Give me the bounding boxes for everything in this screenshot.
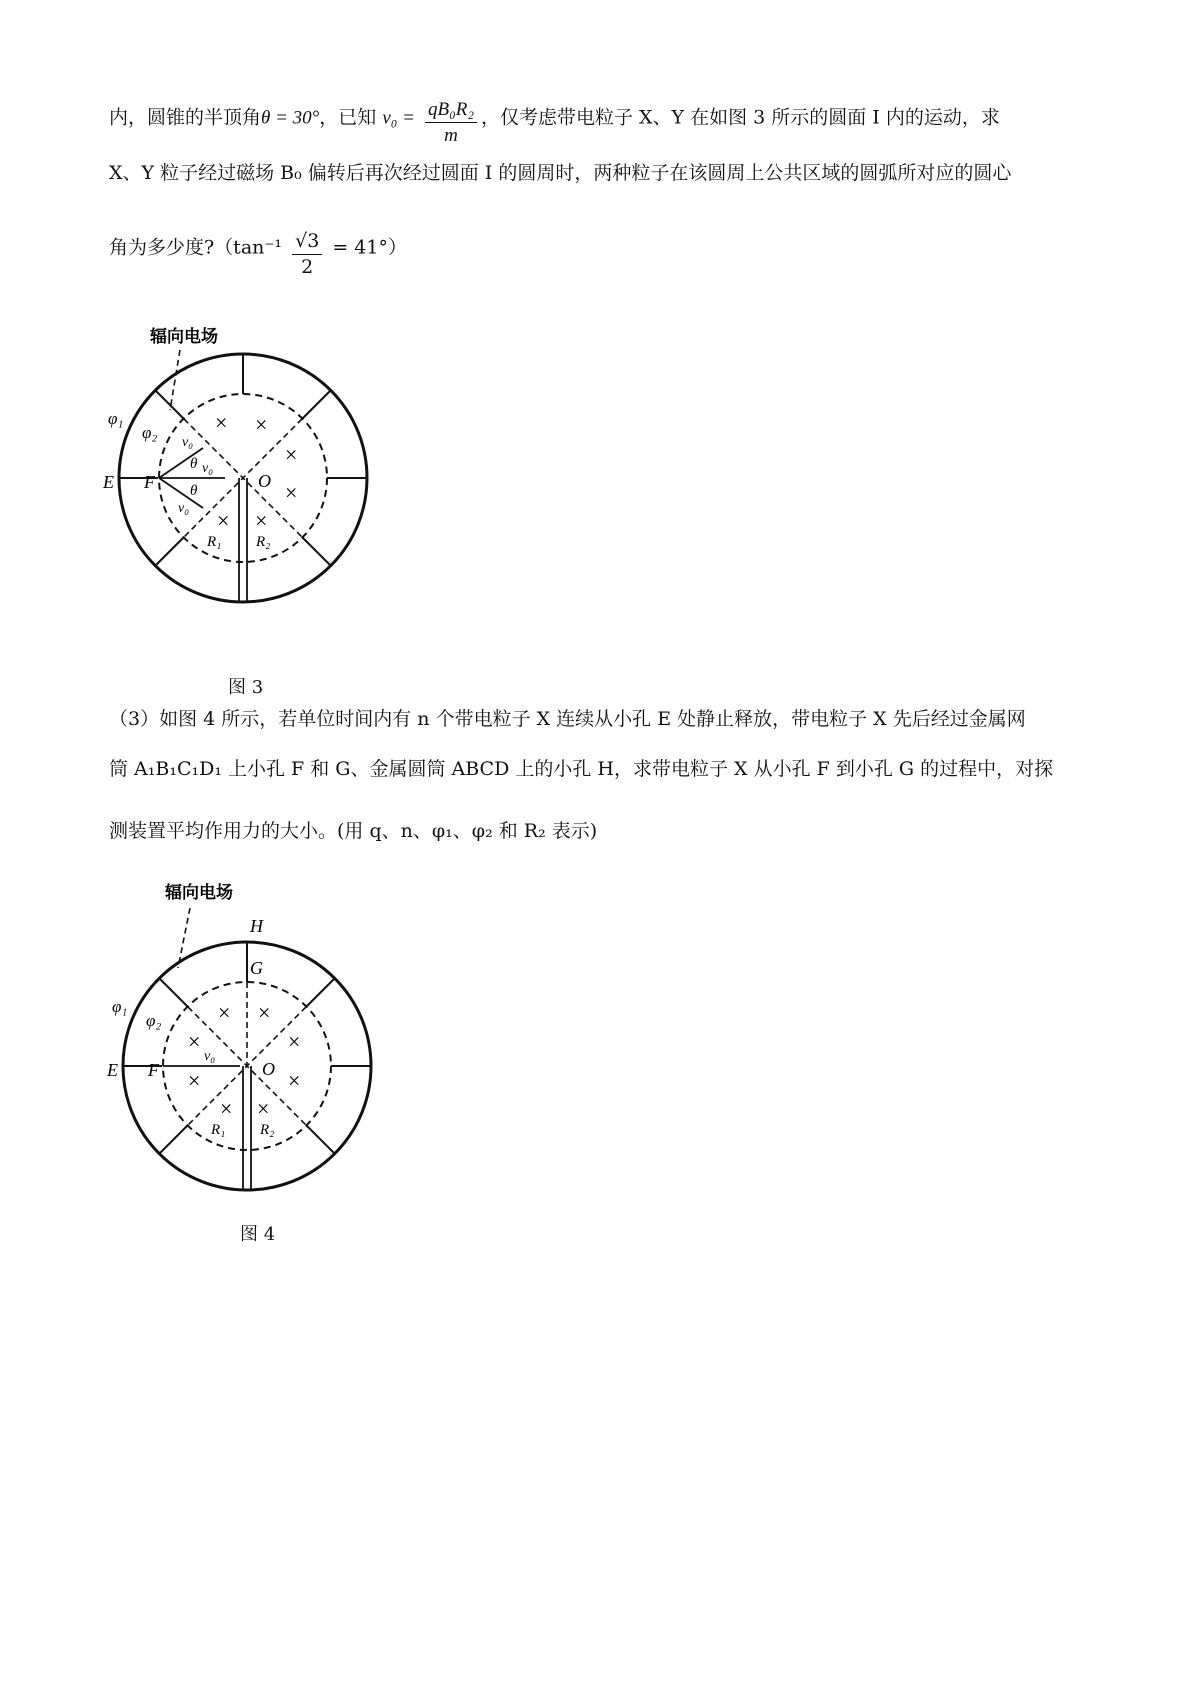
fig4-cross: ×	[188, 1068, 201, 1093]
fig4-phi2-label: φ₂	[146, 1011, 162, 1030]
fig4-cross: ×	[188, 1029, 201, 1054]
fig3-cross: ×	[285, 442, 298, 467]
v0-denominator: m	[444, 125, 458, 146]
fig3-cross: ×	[217, 508, 230, 533]
fig4-cross: ×	[258, 1000, 271, 1025]
fig4-cross: ×	[218, 1000, 231, 1025]
fig4-cross: ×	[288, 1068, 301, 1093]
fig4-v0-label: v₀	[204, 1049, 216, 1064]
figure-3-diagram	[100, 320, 410, 650]
fig3-R1-label: R₁	[207, 534, 222, 550]
tan-numerator: √3	[292, 232, 322, 255]
para1-tan-text: 角为多少度?（tan⁻¹	[109, 236, 283, 259]
theta-equation: θ = 30°	[261, 107, 320, 129]
fig4-title: 辐向电场	[165, 883, 233, 902]
fig3-magnetic-field-crosses	[215, 410, 297, 533]
fig4-E-label: E	[107, 1060, 118, 1080]
fig3-R2-label: R₂	[256, 534, 271, 550]
para2-line3: 测装置平均作用力的大小。(用 q、n、φ₁、φ₂ 和 R₂ 表示)	[109, 820, 598, 842]
fig4-H-label: H	[250, 916, 263, 936]
fig4-G-label: G	[250, 958, 263, 978]
fig3-phi2-label: φ₂	[142, 423, 158, 442]
fig3-title: 辐向电场	[150, 327, 218, 346]
fig3-cross: ×	[255, 508, 268, 533]
fig3-cross: ×	[285, 480, 298, 505]
fig3-F-label: F	[144, 472, 155, 492]
fig3-theta-lower-label: θ	[190, 483, 198, 499]
para1-line1	[109, 96, 1000, 146]
fig3-theta-upper-label: θ	[190, 456, 198, 472]
para1-line3	[109, 226, 407, 278]
fig4-caption: 图 4	[240, 1224, 276, 1245]
fig3-phi1-label: φ₁	[108, 409, 124, 428]
fig3-cross: ×	[255, 412, 268, 437]
fig4-cross: ×	[288, 1029, 301, 1054]
fig4-cross: ×	[257, 1096, 270, 1121]
fig3-v0-lower-label: v₀	[178, 501, 190, 516]
fig4-R2-label: R₂	[260, 1122, 275, 1138]
v0-equation: v₀ =	[382, 107, 415, 129]
tan-denominator: 2	[301, 256, 314, 278]
tan-fraction	[292, 232, 322, 277]
fig3-v0-upper-label: v₀	[182, 435, 194, 450]
fig3-E-label: E	[103, 472, 114, 492]
para2-line1: （3）如图 4 所示，若单位时间内有 n 个带电粒子 X 连续从小孔 E 处静止释放，带电粒子 X 先后经过金属网	[109, 708, 1026, 730]
fig3-caption: 图 3	[228, 677, 264, 698]
fig4-F-label: F	[148, 1060, 159, 1080]
fig4-O-label: O	[262, 1059, 275, 1079]
para1-text-c: ，仅考虑带电粒子 X、Y 在如图 3 所示的圆面 I 内的运动，求	[480, 106, 1000, 129]
fig4-R1-label: R₁	[211, 1122, 226, 1138]
para1-tan-result: = 41°）	[332, 236, 407, 259]
fig3-pointer-line	[170, 350, 180, 410]
para2-line2: 筒 A₁B₁C₁D₁ 上小孔 F 和 G、金属圆筒 ABCD 上的小孔 H，求带电粒子 X 从小孔 F 到小孔 G 的过程中，对探	[109, 758, 1054, 780]
para1-line2: X、Y 粒子经过磁场 B₀ 偏转后再次经过圆面 I 的圆周时，两种粒子在该圆周上公共区域的圆弧所对应的圆心	[109, 162, 1012, 184]
fig3-O-label: O	[258, 471, 271, 491]
fig3-v0-middle-label: v₀	[202, 461, 214, 476]
fig3-center-channel	[239, 478, 247, 602]
para1-text-a: 内，圆锥的半顶角	[109, 106, 262, 129]
fig3-cross: ×	[215, 410, 228, 435]
fig4-center-channel	[243, 1066, 251, 1190]
fig4-phi1-label: φ₁	[112, 997, 128, 1016]
v0-numerator: qB₀R₂	[425, 100, 477, 123]
fig4-cross: ×	[220, 1096, 233, 1121]
figure-4-diagram	[100, 876, 410, 1206]
v0-fraction	[425, 100, 477, 145]
para1-text-b: ，已知	[319, 106, 377, 129]
